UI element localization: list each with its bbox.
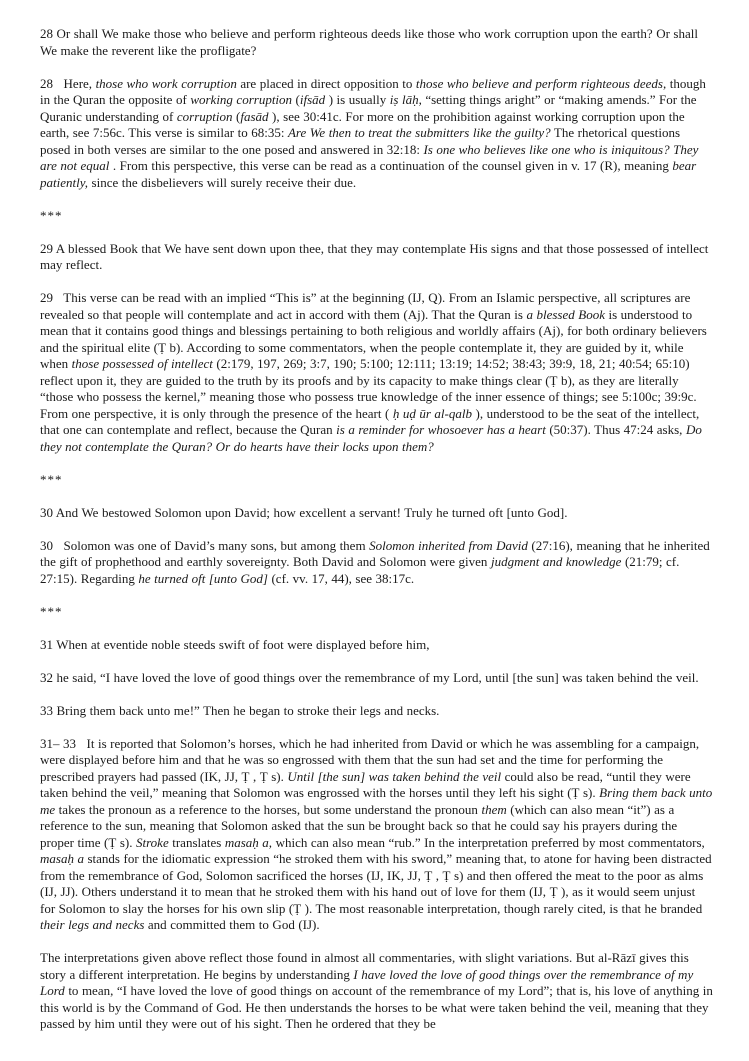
- section-separator: [40, 472, 713, 489]
- italic-text-run: masaḥ a,: [224, 834, 273, 850]
- text-run: to mean, “I have loved the love of good things on account of the remembrance of my Lord”; that is, his love of anything in this world is by the Command of God. He then understands the horses to be what were taken behind the veil, meaning that they passed by him until they were out of his sight. Then he ordered that they be: [40, 983, 717, 1031]
- commentary-paragraph: [40, 950, 717, 1033]
- italic-text-run: fasād: [240, 108, 269, 124]
- text-run: stands for the idiomatic expression “he stroked them with his sword,” meaning that, to atone for having been distracted from the remembrance of God, Solomon sacrificed the horses (IJ, IK, JJ, Ṭ , Ṭ s) and then offered the meat to the poor as alms (IJ, JJ). Others understand it to mean that he stroked them with his hand out of love for them (IJ, Ṭ ), as it would seem unjust for Solomon to slay the horses for his own slip (Ṭ ). The most reasonable interpretation, though rarely cited, is that he branded: [40, 851, 716, 916]
- text-run: ), understood to be the seat of the intellect, that one can contemplate and reflect, because the Quran: [40, 405, 703, 437]
- commentary-paragraph: [40, 76, 713, 192]
- italic-text-run: Stroke: [135, 834, 169, 850]
- text-run: 33 Bring them back unto me!” Then he began to stroke their legs and necks.: [40, 702, 440, 718]
- text-run: is understood to mean that it contains good things and blessings pertaining to both religious and worldly affairs (Aj), for both ordinary believers and the spiritual elite (Ṭ b). According to some commentators, when the people contemplate it, they are guided by it, while when: [40, 306, 711, 371]
- italic-text-run: Until [the sun] was taken behind the veil: [287, 768, 502, 784]
- text-run: 31– 33 It is reported that Solomon’s horses, which he had inherited from David or which he was assembling for a campaign, were displayed before him and that he was so engrossed with them that the sun had set and the time for performing the prescribed prayers had passed (IK, JJ, Ṭ , Ṭ s).: [40, 735, 703, 784]
- document-body: [40, 26, 717, 1033]
- italic-text-run: working corruption: [190, 92, 293, 107]
- text-run: could also be read, “until they were taken behind the veil,” meaning that Solomon was engrossed with the horses until they left his sight (Ṭ s).: [40, 768, 695, 800]
- text-run: The interpretations given above reflect those found in almost all commentaries, with slight variations. But al-Rāzī gives this story a different interpretation. He begins by understanding: [40, 950, 693, 982]
- verse-paragraph: [40, 505, 713, 522]
- text-run: ), see 30:41c. For more on the prohibition against working corruption upon the earth, see 7:56c. This verse is similar to 68:35:: [40, 108, 689, 140]
- commentary-paragraph: [40, 538, 713, 588]
- section-separator: [40, 208, 713, 225]
- text-run: (2:179, 197, 269; 3:7, 190; 5:100; 12:111; 13:19; 14:52; 38:43; 39:9, 18, 21; 40:54; 65:10) reflect upon it, they are guided to the truth by its proofs and by its capacity to make things clear (Ṭ b), as they are literally “those who possess the kernel,” meaning those who possess true knowledge of the inner essence of things; see 5:100c; 39:9c. From one perspective, it is only through the presence of the heart (: [40, 356, 701, 421]
- text-run: “setting things aright” or “making amends.” For the Quranic understanding of: [40, 92, 700, 124]
- italic-text-run: ifsād: [299, 92, 326, 107]
- verse-paragraph: [40, 670, 713, 687]
- text-run: The rhetorical questions posed in both verses are similar to the one posed and answered in 32:18:: [40, 125, 684, 157]
- italic-text-run: them: [481, 801, 507, 817]
- text-run: 28 Or shall We make those who believe and perform righteous deeds like those who work corruption upon the earth? Or shall We make the reverent like the profligate?: [40, 26, 702, 58]
- italic-text-run: bear patiently,: [40, 158, 700, 190]
- text-run: 32 he said, “I have loved the love of good things over the remembrance of my Lord, until [the sun] was taken behind the veil.: [40, 669, 699, 685]
- text-run: takes the pronoun as a reference to the horses, but some understand the pronoun: [55, 801, 482, 817]
- italic-text-run: those who believe and perform righteous deeds,: [415, 75, 667, 91]
- commentary-paragraph: [40, 735, 716, 934]
- text-run: are placed in direct opposition to: [236, 75, 416, 91]
- verse-paragraph: [40, 241, 713, 274]
- italic-text-run: their legs and necks: [40, 917, 145, 932]
- verse-paragraph: [40, 26, 713, 59]
- italic-text-run: judgment and knowledge: [490, 554, 622, 569]
- italic-text-run: a blessed Book: [526, 306, 605, 322]
- text-run: (: [232, 108, 241, 124]
- text-run: 29 This verse can be read with an implied “This is” at the beginning (IJ, Q). From an Islamic perspective, all scriptures are revealed so that people will contemplate and act in accord with them (Aj). That the Quran is: [40, 290, 694, 322]
- italic-text-run: he turned oft [unto God]: [138, 570, 268, 586]
- text-run: which can also mean “rub.” In the interpretation preferred by most commentators,: [272, 834, 709, 850]
- italic-text-run: those possessed of intellect: [71, 356, 213, 371]
- italic-text-run: masaḥ a: [40, 851, 84, 866]
- text-run: . From this perspective, this verse can be read as a continuation of the counsel given in v. 17 (R), meaning: [109, 158, 673, 173]
- text-run: 30 Solomon was one of David’s many sons, but among them: [40, 537, 370, 553]
- text-run: since the disbelievers will surely receive their due.: [88, 174, 357, 190]
- text-run: (which can also mean “it”) as a reference to the sun, meaning that Solomon asked that the sun be brought back so that he could say his prayers during the proper time (Ṭ s).: [40, 801, 681, 850]
- italic-text-run: iṣ lāḥ,: [389, 92, 422, 107]
- text-run: 30 And We bestowed Solomon upon David; how excellent a servant! Truly he turned oft [unto God].: [40, 504, 568, 520]
- text-run: (: [292, 92, 300, 107]
- text-run: (27:16), meaning that he inherited the gift of prophethood and earthly sovereignty. Both David and Solomon were given: [40, 537, 714, 569]
- italic-text-run: Bring them back unto me: [40, 785, 716, 817]
- text-run: ***: [40, 207, 63, 223]
- italic-text-run: Solomon inherited from David: [369, 537, 528, 553]
- text-run: (cf. vv. 17, 44), see 38:17c.: [267, 570, 415, 586]
- italic-text-run: Are We then to treat the submitters like the guilty?: [287, 125, 551, 140]
- italic-text-run: Is one who believes like one who is iniquitous? They are not equal: [40, 141, 702, 173]
- text-run: 29 A blessed Book that We have sent down upon thee, that they may contemplate His signs and that those possessed of intellect may reflect.: [40, 240, 712, 272]
- commentary-paragraph: [40, 290, 713, 455]
- verse-paragraph: [40, 637, 713, 654]
- italic-text-run: ḥ uḍ ūr al-qalb: [392, 405, 472, 421]
- section-separator: [40, 604, 713, 621]
- text-run: 31 When at eventide noble steeds swift of foot were displayed before him,: [40, 636, 430, 652]
- text-run: translates: [168, 834, 225, 850]
- text-run: ***: [40, 471, 63, 487]
- italic-text-run: I have loved the love of good things over the remembrance of my Lord: [40, 966, 697, 998]
- verse-paragraph: [40, 703, 713, 720]
- text-run: 28 Here,: [40, 75, 96, 91]
- text-run: and committed them to God (IJ).: [144, 917, 320, 932]
- italic-text-run: corruption: [176, 108, 233, 124]
- text-run: though in the Quran the opposite of: [40, 75, 710, 107]
- italic-text-run: is a reminder for whosoever has a heart: [336, 422, 546, 437]
- text-run: (50:37). Thus 47:24 asks,: [545, 422, 686, 437]
- text-run: ***: [40, 603, 63, 619]
- text-run: (21:79; cf. 27:15). Regarding: [40, 554, 683, 586]
- text-run: ) is usually: [325, 92, 390, 107]
- italic-text-run: Do they not contemplate the Quran? Or do hearts have their locks upon them?: [40, 422, 706, 454]
- italic-text-run: those who work corruption: [95, 75, 237, 91]
